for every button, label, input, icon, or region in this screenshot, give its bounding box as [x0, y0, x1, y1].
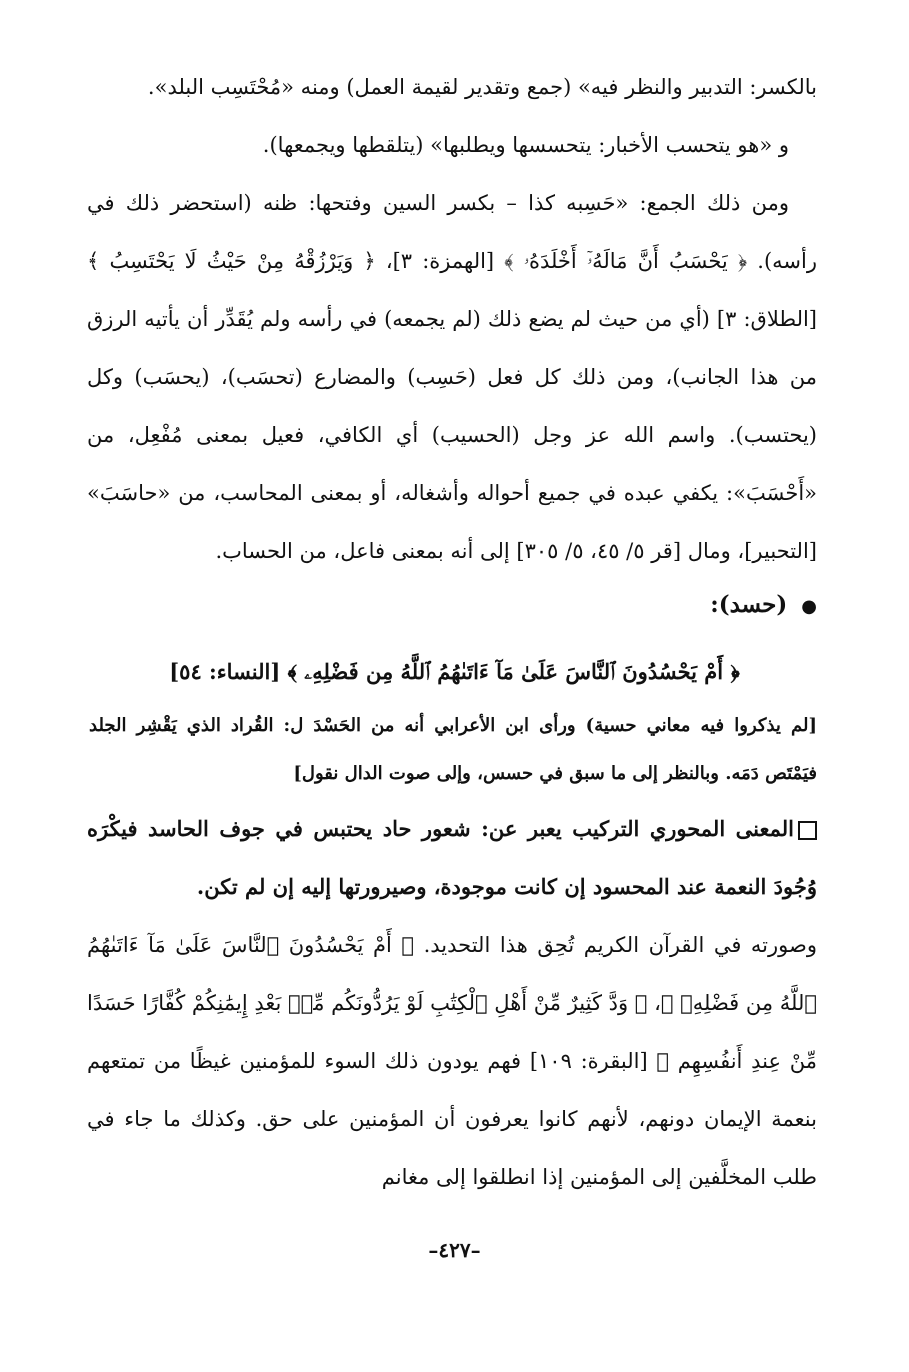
- intro-text-block: [87, 58, 817, 580]
- entry-note: [لم يذكروا فيه معاني حسية) ورأى ابن الأعرابي أنه من الحَسْدَ ل: القُراد الذي يَقْشِر الجلد فيَمْتَص دَمَه. وبالنظر إلى ما سبق في حسس، وإلى صوت الدال نقول]: [89, 715, 817, 784]
- entry-verse: ﴿ أَمْ يَحْسُدُونَ ٱلنَّاسَ عَلَىٰ مَآ ءَاتَىٰهُمُ ٱللَّهُ مِن فَضْلِهِۦ ﴾ [النساء: ٥٤]: [169, 659, 740, 684]
- intro-line-1: بالكسر: التدبير والنظر فيه» (جمع وتقدير لقيمة العمل) ومنه «مُحْتَسِب البلد».: [147, 75, 817, 99]
- square-marker-icon: [798, 821, 817, 840]
- core-meaning: [87, 800, 817, 916]
- intro-paragraph: ومن ذلك الجمع: «حَسِبه كذا – بكسر السين وفتحها: ظنه (استحضر ذلك في رأسه). ﴿ يَحْسَبُ أَنَّ مَالَهُۥٓ أَخْلَدَهُۥ ﴾ [الهمزة: ٣]، ﴿ وَيَرْزُقْهُ مِنْ حَيْثُ لَا يَحْتَسِبُ ﴾ [الطلاق: ٣] (أي من حيث لم يضع ذلك (لم يجمعه) في رأسه ولم يُقَدِّر أن يأتيه الرزق من هذا الجانب)، ومن ذلك كل فعل (حَسِب) والمضارع (تحسَب)، (يحسَب) وكل (يحتسب). واسم الله عز وجل (الحسيب) أي الكافي، فعيل بمعنى مُفْعِل، من «أَحْسَبَ»: يكفي عبده في جميع أحواله وأشغاله، أو بمعنى المحاسب، من «حاسَبَ» [التحبير]، ومال [قر ٥/ ٤٥، ٥/ ٣٠٥] إلى أنه بمعنى فاعل، من الحساب.: [87, 191, 817, 563]
- bullet-icon: ●: [801, 596, 817, 617]
- page-number: –٤٢٧–: [428, 1238, 481, 1262]
- core-meaning-text: المعنى المحوري التركيب يعبر عن: شعور حاد يحتبس في جوف الحاسد فيكْرَه وُجُودَ النعمة عند المحسود إن كانت موجودة، وصيرورتها إليه إن لم تكن.: [87, 816, 817, 899]
- entry-title: (حسد):: [710, 591, 788, 618]
- analysis-block: [87, 800, 817, 1206]
- entry-heading: [710, 585, 817, 627]
- analysis-paragraph: وصورته في القرآن الكريم تُحِق هذا التحديد. ﴿ أَمْ يَحْسُدُونَ ٱلنَّاسَ عَلَىٰ مَآ ءَاتَىٰهُمُ ٱللَّهُ مِن فَضْلِهِۦ ﴾، ﴿ وَدَّ كَثِيرٌ مِّنْ أَهْلِ ٱلْكِتَٰبِ لَوْ يَرُدُّونَكُم مِّنۢ بَعْدِ إِيمَٰنِكُمْ كُفَّارًا حَسَدًا مِّنْ عِندِ أَنفُسِهِم ﴾ [البقرة: ١٠٩] فهم يودون ذلك السوء للمؤمنين غيظًا من تمتعهم بنعمة الإيمان دونهم، لأنهم كانوا يعرفون أن المؤمنين على حق. وكذلك ما جاء في طلب المخلَّفين إلى المؤمنين إذا انطلقوا إلى مغانم: [87, 933, 817, 1189]
- intro-line-2: و «هو يتحسب الأخبار: يتحسسها ويطلبها» (يتلقطها ويجمعها).: [262, 133, 789, 157]
